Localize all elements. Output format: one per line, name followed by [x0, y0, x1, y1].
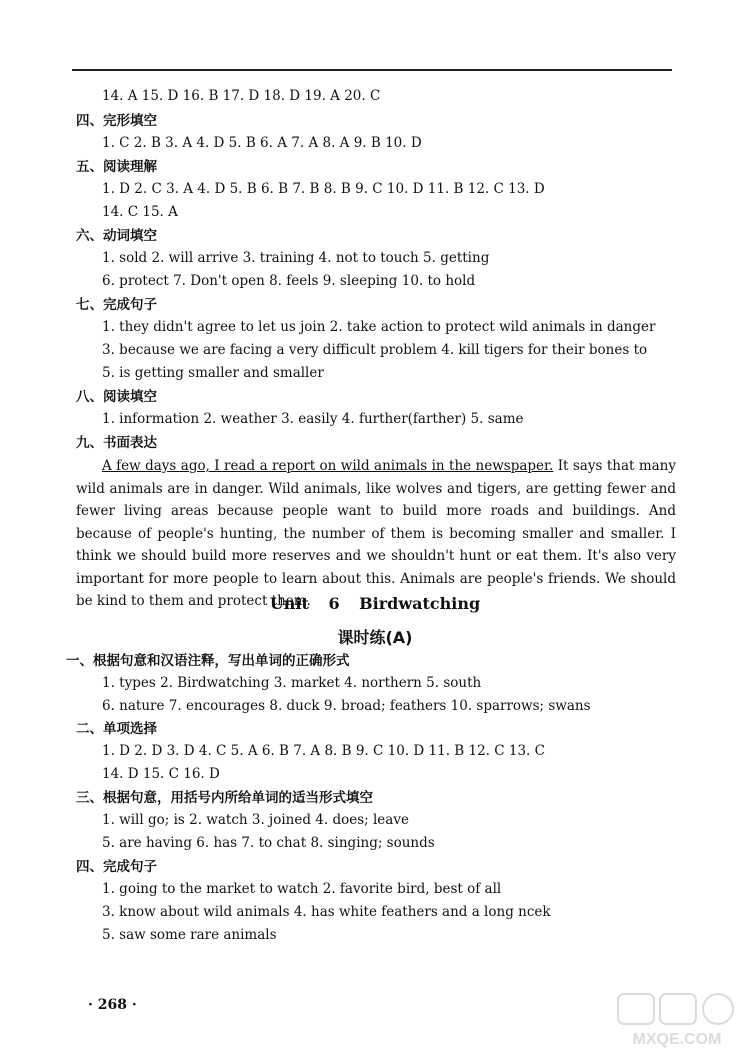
lesson-title: 课时练(A) [337, 628, 413, 647]
section-heading: 二、单项选择 [76, 721, 157, 737]
answer-line: 5. saw some rare animals [102, 927, 277, 943]
answer-line: 1. C 2. B 3. A 4. D 5. B 6. A 7. A 8. A 9. B 10. D [102, 135, 422, 151]
answer-line: 3. because we are facing a very difficult problem 4. kill tigers for their bones to [102, 342, 648, 358]
answer-line: 14. C 15. A [102, 204, 178, 220]
section-heading: 七、完成句子 [76, 297, 157, 313]
answer-line: 5. are having 6. has 7. to chat 8. singing; sounds [102, 835, 435, 851]
answer-line: 14. A 15. D 16. B 17. D 18. D 19. A 20. C [102, 88, 381, 104]
unit-title: Unit 6 Birdwatching [269, 594, 481, 613]
answer-line: 1. types 2. Birdwatching 3. market 4. northern 5. south [102, 675, 482, 691]
answer-line: 14. D 15. C 16. D [102, 766, 220, 782]
watermark-text: MXQE.COM [632, 1031, 722, 1048]
section-heading: 六、动词填空 [76, 228, 157, 244]
section-heading: 四、完形填空 [76, 113, 157, 129]
watermark-logo [612, 990, 742, 1048]
answer-line: 1. they didn't agree to let us join 2. take action to protect wild animals in danger [102, 319, 656, 335]
section-heading: 三、根据句意，用括号内所给单词的适当形式填空 [76, 790, 373, 806]
essay-paragraph [76, 455, 676, 613]
answer-line: 1. going to the market to watch 2. favorite bird, best of all [102, 881, 502, 897]
section-heading: 九、书面表达 [76, 435, 157, 451]
answer-line: 1. will go; is 2. watch 3. joined 4. does; leave [102, 812, 409, 828]
essay-topic-sentence: A few days ago, I read a report on wild animals in the newspaper. [102, 458, 554, 474]
answer-line: 3. know about wild animals 4. has white feathers and a long ncek [102, 904, 551, 920]
section-heading: 四、完成句子 [76, 859, 157, 875]
page-number: · 268 · [88, 997, 137, 1013]
answer-line: 1. sold 2. will arrive 3. training 4. not to touch 5. getting [102, 250, 490, 266]
answer-line: 1. information 2. weather 3. easily 4. further(farther) 5. same [102, 411, 524, 427]
essay-body: It says that many wild animals are in danger. Wild animals, like wolves and tigers, are getting fewer and fewer living areas because people want to build more roads and buildings. And because of people's hunting, the number of them is becoming smaller and smaller. I think we should build more reserves and we shouldn't hunt or eat them. It's also very important for more people to learn about this. Animals are people's friends. We should be kind to them and protect them. [76, 458, 677, 609]
answer-line: 1. D 2. D 3. D 4. C 5. A 6. B 7. A 8. B 9. C 10. D 11. B 12. C 13. C [102, 743, 545, 759]
answer-line: 6. nature 7. encourages 8. duck 9. broad; feathers 10. sparrows; swans [102, 698, 591, 714]
answer-line: 5. is getting smaller and smaller [102, 365, 324, 381]
section-heading: 八、阅读填空 [76, 389, 157, 405]
answer-line: 1. D 2. C 3. A 4. D 5. B 6. B 7. B 8. B 9. C 10. D 11. B 12. C 13. D [102, 181, 545, 197]
section-heading: 五、阅读理解 [76, 159, 157, 175]
section-heading: 一、根据句意和汉语注释，写出单词的正确形式 [66, 653, 350, 669]
answer-line: 6. protect 7. Don't open 8. feels 9. sleeping 10. to hold [102, 273, 476, 289]
